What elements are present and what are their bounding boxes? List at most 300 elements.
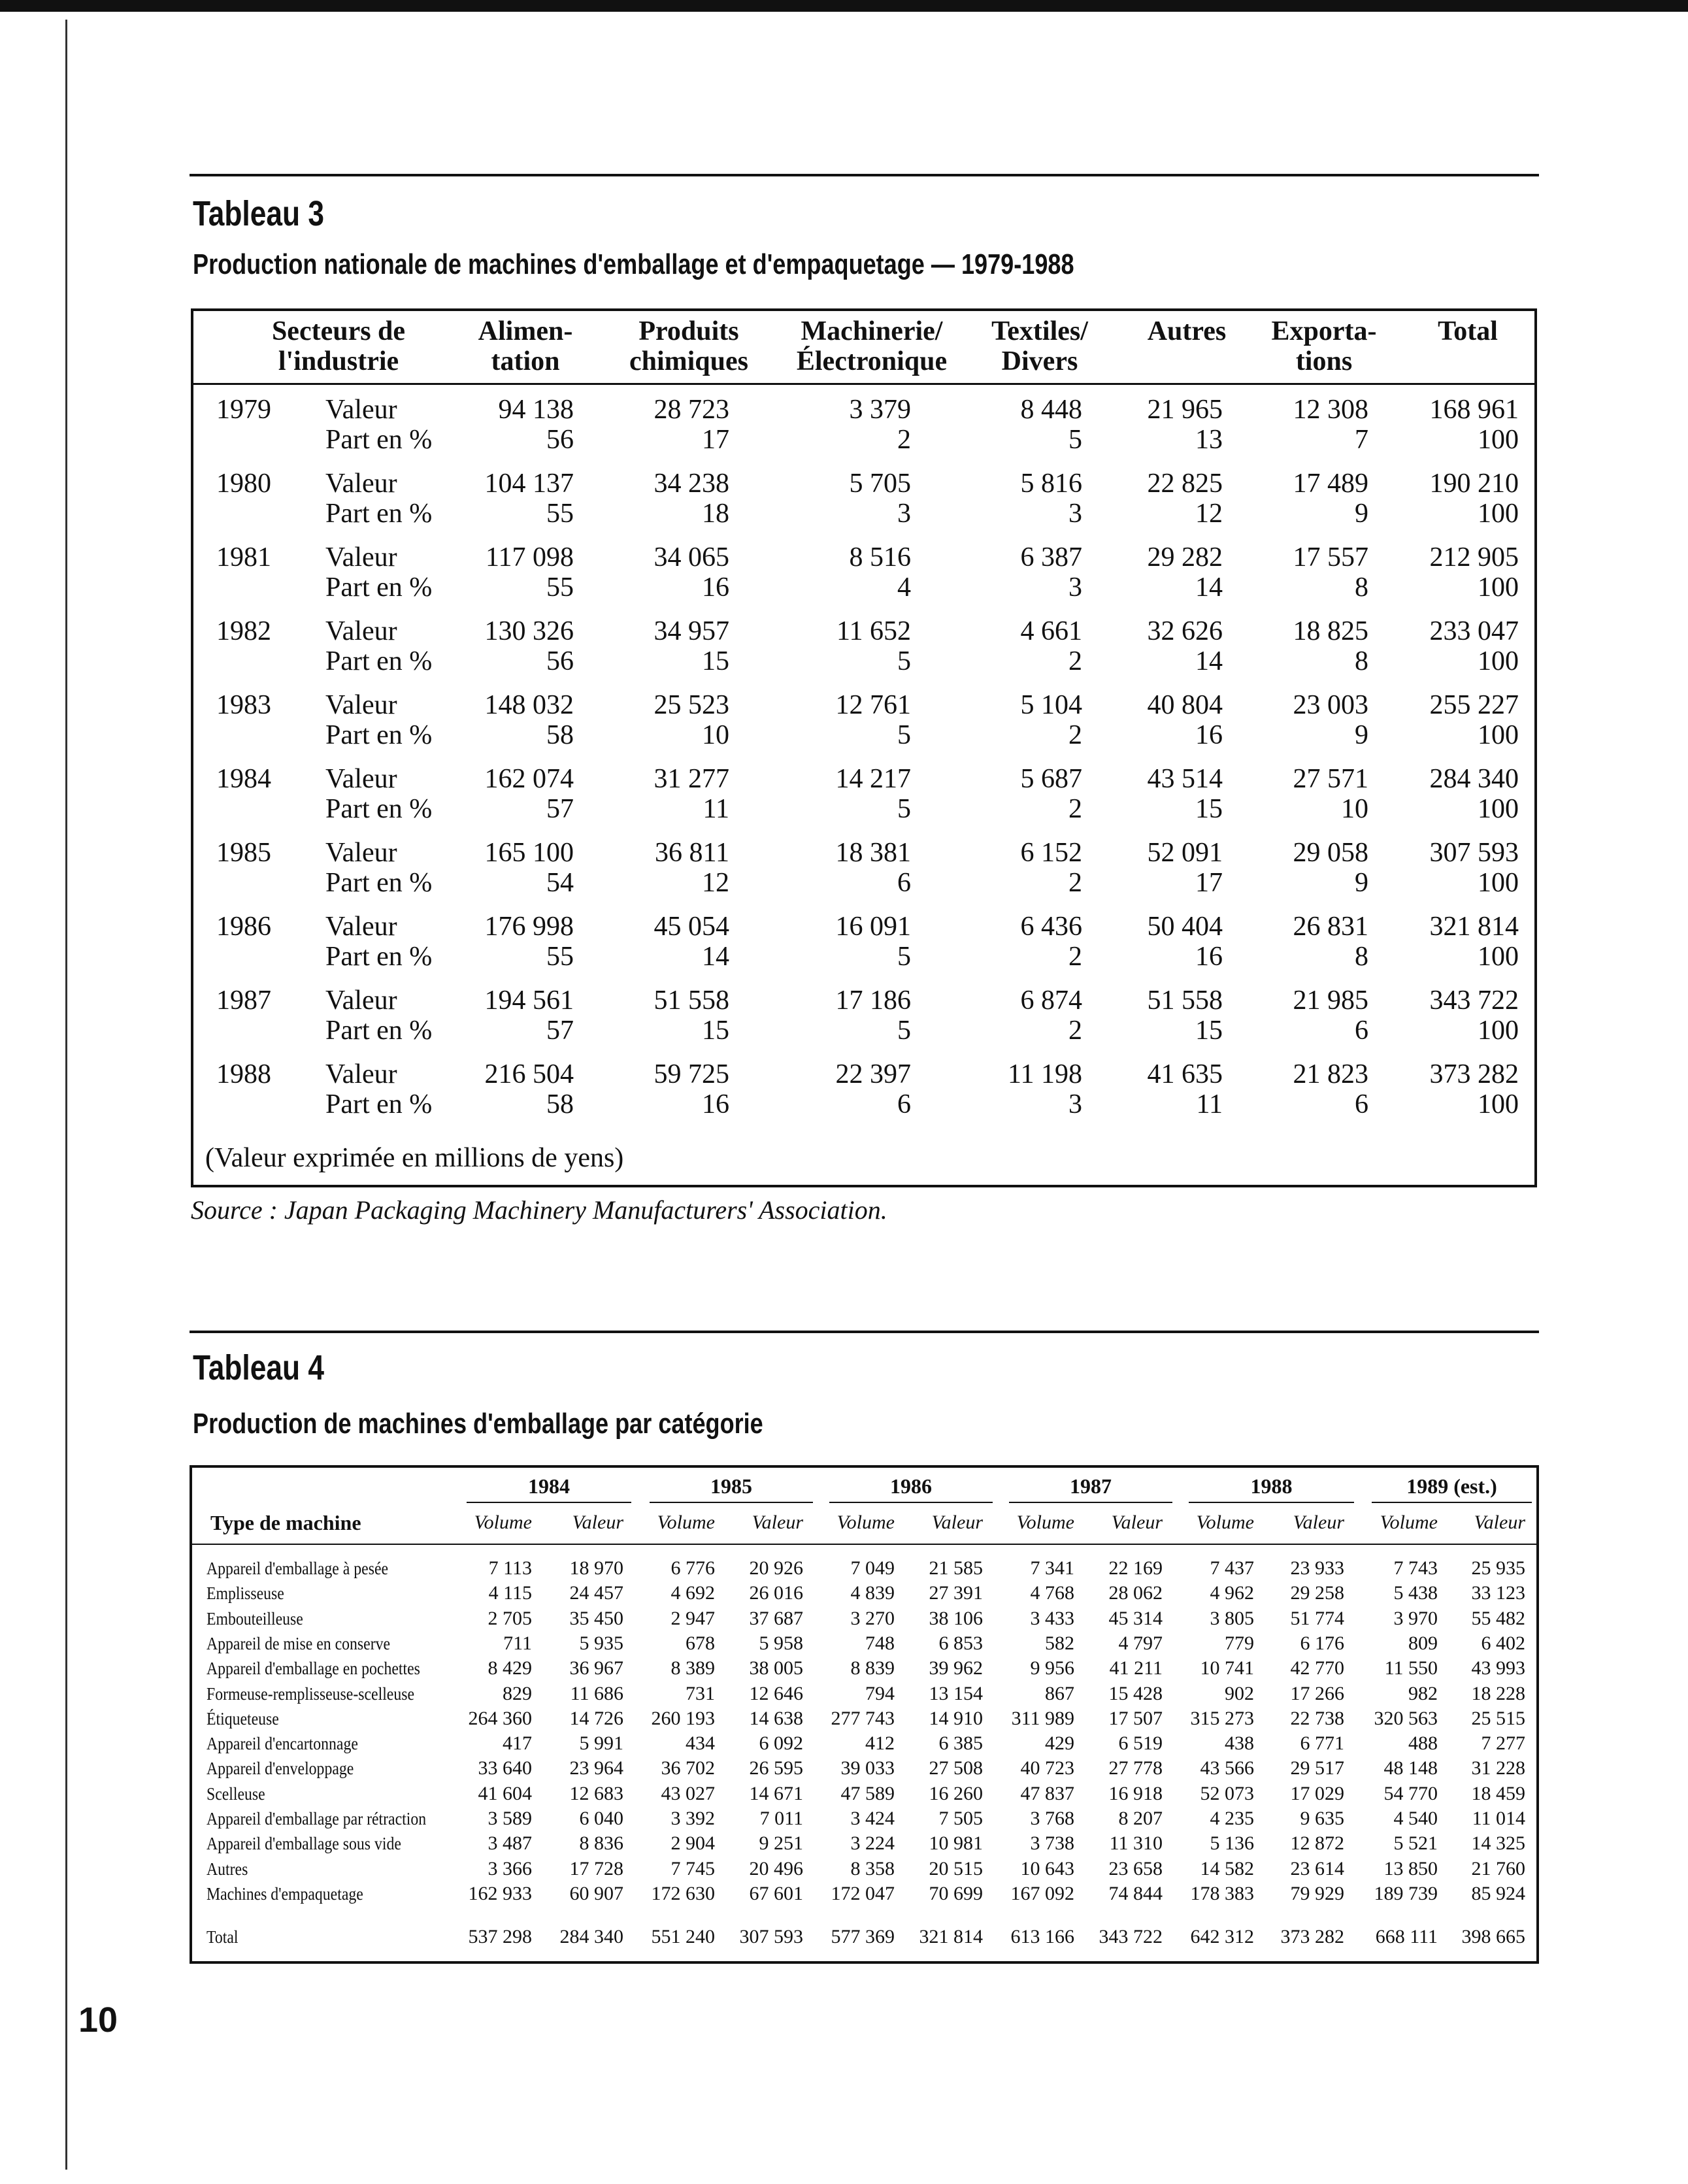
- value-cell: 3 379: [849, 395, 911, 425]
- table3-unit-note: (Valeur exprimée en millions de yens): [205, 1143, 624, 1173]
- data-cell: 5 438: [1393, 1582, 1438, 1604]
- share-cell: 11: [703, 794, 729, 824]
- value-cell: 32 626: [1147, 616, 1223, 646]
- share-cell: 2: [1068, 942, 1082, 972]
- data-cell: 3 224: [850, 1832, 895, 1855]
- data-cell: 23 933: [1290, 1557, 1344, 1579]
- data-cell: 8 836: [579, 1832, 623, 1855]
- data-cell: 17 728: [569, 1857, 623, 1879]
- data-cell: 29 517: [1290, 1757, 1344, 1779]
- share-cell: 2: [1068, 646, 1082, 676]
- data-cell: 4 839: [850, 1582, 895, 1604]
- share-cell: 3: [1068, 572, 1082, 603]
- value-cell: 284 340: [1429, 764, 1519, 794]
- machine-type-label: Embouteilleuse: [207, 1608, 303, 1629]
- value-cell: 59 725: [654, 1059, 729, 1089]
- data-cell: 731: [686, 1682, 715, 1704]
- data-cell: 60 907: [569, 1882, 623, 1904]
- share-cell: 100: [1478, 425, 1519, 455]
- value-cell: 212 905: [1429, 542, 1519, 572]
- scan-top-border: [0, 0, 1688, 12]
- machine-type-label: Scelleuse: [207, 1783, 265, 1804]
- year-label: 1984: [216, 764, 271, 794]
- data-cell: 22 738: [1290, 1707, 1344, 1729]
- subheader-valeur: Valeur: [931, 1512, 983, 1533]
- data-cell: 27 391: [929, 1582, 983, 1604]
- data-cell: 20 926: [749, 1557, 803, 1579]
- total-cell: 551 240: [651, 1926, 715, 1947]
- row-label-value: Valeur: [325, 690, 397, 720]
- value-cell: 148 032: [484, 690, 574, 720]
- year-label: 1980: [216, 469, 271, 499]
- data-cell: 9 635: [1300, 1808, 1344, 1829]
- share-cell: 18: [702, 499, 729, 529]
- data-cell: 36 967: [569, 1657, 623, 1679]
- value-cell: 194 561: [484, 985, 574, 1016]
- value-cell: 233 047: [1429, 616, 1519, 646]
- share-cell: 55: [546, 572, 574, 603]
- value-cell: 6 436: [1020, 912, 1082, 942]
- section-rule-bottom: [190, 1331, 1539, 1333]
- data-cell: 79 929: [1290, 1882, 1344, 1904]
- data-cell: 4 115: [488, 1582, 532, 1604]
- share-cell: 14: [1195, 572, 1223, 603]
- machine-type-label: Appareil d'enveloppage: [207, 1759, 354, 1779]
- data-cell: 982: [1408, 1682, 1438, 1704]
- year-header: 1989 (est.): [1406, 1474, 1497, 1498]
- value-cell: 34 065: [654, 542, 729, 572]
- data-cell: 2 947: [670, 1607, 715, 1629]
- share-cell: 4: [897, 572, 911, 603]
- data-cell: 6 402: [1481, 1632, 1525, 1654]
- data-cell: 31 228: [1471, 1757, 1525, 1779]
- share-cell: 16: [702, 1089, 729, 1119]
- table3-header-rule: [193, 383, 1534, 385]
- data-cell: 7 113: [488, 1557, 532, 1579]
- data-cell: 5 935: [579, 1632, 623, 1654]
- data-cell: 7 743: [1393, 1557, 1438, 1579]
- data-cell: 3 424: [850, 1808, 895, 1829]
- data-cell: 10 981: [929, 1832, 983, 1855]
- value-cell: 162 074: [484, 764, 574, 794]
- data-cell: 35 450: [569, 1607, 623, 1629]
- data-cell: 70 699: [929, 1882, 983, 1904]
- type-header: Type de machine: [210, 1511, 361, 1534]
- share-cell: 10: [1341, 794, 1368, 824]
- share-cell: 2: [1068, 720, 1082, 750]
- row-label-share: Part en %: [325, 794, 433, 824]
- data-cell: 277 743: [831, 1707, 895, 1729]
- data-cell: 25 515: [1471, 1707, 1525, 1729]
- share-cell: 5: [897, 1016, 911, 1046]
- value-cell: 17 557: [1293, 542, 1368, 572]
- table4-title: Tableau 4: [193, 1348, 324, 1387]
- value-cell: 21 985: [1293, 985, 1368, 1016]
- data-cell: 7 011: [759, 1808, 803, 1829]
- table3-title: Tableau 3: [193, 194, 324, 233]
- year-header-rule: [1372, 1502, 1532, 1503]
- data-cell: 74 844: [1108, 1882, 1163, 1904]
- column-header-line: Exporta-: [1271, 316, 1377, 346]
- data-cell: 33 123: [1471, 1582, 1525, 1604]
- year-label: 1979: [216, 395, 271, 425]
- data-cell: 39 962: [929, 1657, 983, 1679]
- column-header-line: Produits: [638, 316, 739, 346]
- share-cell: 3: [1068, 1089, 1082, 1119]
- data-cell: 3 768: [1030, 1808, 1074, 1829]
- column-header-line: Électronique: [796, 346, 948, 376]
- total-cell: 577 369: [831, 1926, 895, 1947]
- data-cell: 3 970: [1393, 1607, 1438, 1629]
- row-label-value: Valeur: [325, 912, 397, 942]
- data-cell: 20 496: [749, 1857, 803, 1879]
- row-label-share: Part en %: [325, 1016, 433, 1046]
- data-cell: 8 429: [488, 1657, 532, 1679]
- year-header-rule: [1189, 1502, 1354, 1503]
- total-cell: 284 340: [559, 1926, 623, 1947]
- share-cell: 9: [1355, 720, 1368, 750]
- data-cell: 11 310: [1109, 1832, 1163, 1855]
- value-cell: 34 238: [654, 469, 729, 499]
- share-cell: 12: [1195, 499, 1223, 529]
- year-label: 1983: [216, 690, 271, 720]
- share-cell: 2: [1068, 794, 1082, 824]
- data-cell: 7 745: [670, 1857, 715, 1879]
- share-cell: 3: [1068, 499, 1082, 529]
- table3: [191, 308, 1537, 1187]
- subheader-volume: Volume: [657, 1512, 715, 1533]
- table3-column-header: [584, 316, 793, 376]
- column-header-line: l'industrie: [278, 346, 399, 376]
- value-cell: 26 831: [1293, 912, 1368, 942]
- data-cell: 4 540: [1393, 1808, 1438, 1829]
- value-cell: 23 003: [1293, 690, 1368, 720]
- value-cell: 52 091: [1147, 838, 1223, 868]
- column-header-line: Secteurs de: [271, 316, 406, 346]
- data-cell: 4 235: [1210, 1808, 1254, 1829]
- data-cell: 264 360: [468, 1707, 532, 1729]
- share-cell: 5: [897, 942, 911, 972]
- data-cell: 20 515: [929, 1857, 983, 1879]
- data-cell: 42 770: [1290, 1657, 1344, 1679]
- data-cell: 14 671: [749, 1782, 803, 1804]
- total-label: Total: [207, 1927, 239, 1947]
- value-cell: 31 277: [654, 764, 729, 794]
- column-header-line: tions: [1295, 346, 1353, 376]
- share-cell: 14: [702, 942, 729, 972]
- value-cell: 27 571: [1293, 764, 1368, 794]
- data-cell: 8 207: [1118, 1808, 1163, 1829]
- row-label-value: Valeur: [325, 395, 397, 425]
- value-cell: 94 138: [498, 395, 574, 425]
- data-cell: 6 853: [938, 1632, 983, 1654]
- data-cell: 4 962: [1210, 1582, 1254, 1604]
- data-cell: 18 459: [1471, 1782, 1525, 1804]
- machine-type-label: Emplisseuse: [207, 1583, 284, 1604]
- value-cell: 8 448: [1020, 395, 1082, 425]
- share-cell: 5: [897, 720, 911, 750]
- value-cell: 18 381: [835, 838, 911, 868]
- column-header-line: [1363, 346, 1572, 376]
- machine-type-label: Appareil d'emballage en pochettes: [207, 1659, 420, 1679]
- subheader-volume: Volume: [474, 1512, 532, 1533]
- data-cell: 18 228: [1471, 1682, 1525, 1704]
- data-cell: 417: [503, 1732, 532, 1755]
- data-cell: 11 686: [570, 1682, 623, 1704]
- data-cell: 26 016: [749, 1582, 803, 1604]
- share-cell: 7: [1355, 425, 1368, 455]
- data-cell: 12 646: [749, 1682, 803, 1704]
- share-cell: 12: [702, 868, 729, 898]
- subheader-volume: Volume: [1196, 1512, 1254, 1533]
- data-cell: 6 176: [1300, 1632, 1344, 1654]
- machine-type-label: Étiqueteuse: [207, 1708, 279, 1729]
- data-cell: 41 604: [478, 1782, 532, 1804]
- data-cell: 3 589: [488, 1808, 532, 1829]
- data-cell: 320 563: [1374, 1707, 1438, 1729]
- data-cell: 48 148: [1383, 1757, 1438, 1779]
- share-cell: 100: [1478, 572, 1519, 603]
- row-label-value: Valeur: [325, 542, 397, 572]
- data-cell: 17 507: [1108, 1707, 1163, 1729]
- row-label-share: Part en %: [325, 499, 433, 529]
- data-cell: 85 924: [1471, 1882, 1525, 1904]
- value-cell: 5 687: [1020, 764, 1082, 794]
- row-label-value: Valeur: [325, 764, 397, 794]
- table3-subtitle: Production nationale de machines d'emballage et d'empaquetage — 1979-1988: [193, 248, 1074, 280]
- data-cell: 38 106: [929, 1607, 983, 1629]
- data-cell: 14 726: [569, 1707, 623, 1729]
- table4-header-rule: [192, 1544, 1536, 1545]
- value-cell: 8 516: [849, 542, 911, 572]
- share-cell: 6: [897, 1089, 911, 1119]
- machine-type-label: Appareil d'emballage par rétraction: [207, 1809, 427, 1828]
- page-margin-line: [65, 20, 67, 2170]
- year-header-rule: [829, 1502, 993, 1503]
- row-label-value: Valeur: [325, 1059, 397, 1089]
- share-cell: 57: [546, 794, 574, 824]
- data-cell: 678: [686, 1632, 715, 1654]
- data-cell: 167 092: [1010, 1882, 1074, 1904]
- data-cell: 24 457: [569, 1582, 623, 1604]
- data-cell: 13 850: [1383, 1857, 1438, 1879]
- share-cell: 13: [1195, 425, 1223, 455]
- value-cell: 40 804: [1147, 690, 1223, 720]
- data-cell: 27 508: [929, 1757, 983, 1779]
- data-cell: 43 027: [661, 1782, 715, 1804]
- data-cell: 488: [1408, 1732, 1438, 1755]
- value-cell: 51 558: [654, 985, 729, 1016]
- data-cell: 4 692: [670, 1582, 715, 1604]
- row-label-value: Valeur: [325, 985, 397, 1016]
- value-cell: 45 054: [654, 912, 729, 942]
- share-cell: 8: [1355, 646, 1368, 676]
- row-label-share: Part en %: [325, 1089, 433, 1119]
- subheader-valeur: Valeur: [1111, 1512, 1163, 1533]
- data-cell: 172 630: [651, 1882, 715, 1904]
- value-cell: 321 814: [1429, 912, 1519, 942]
- year-header: 1986: [890, 1474, 932, 1498]
- value-cell: 11 652: [836, 616, 911, 646]
- table3-source: Source : Japan Packaging Machinery Manufacturers' Association.: [191, 1195, 887, 1225]
- value-cell: 36 811: [655, 838, 729, 868]
- total-cell: 343 722: [1099, 1926, 1163, 1947]
- data-cell: 779: [1225, 1632, 1254, 1654]
- data-cell: 4 768: [1030, 1582, 1074, 1604]
- data-cell: 43 993: [1471, 1657, 1525, 1679]
- total-cell: 321 814: [919, 1926, 983, 1947]
- share-cell: 3: [897, 499, 911, 529]
- data-cell: 18 970: [569, 1557, 623, 1579]
- year-header-rule: [650, 1502, 813, 1503]
- data-cell: 2 705: [488, 1607, 532, 1629]
- share-cell: 2: [1068, 1016, 1082, 1046]
- share-cell: 16: [702, 572, 729, 603]
- year-label: 1985: [216, 838, 271, 868]
- share-cell: 5: [1068, 425, 1082, 455]
- data-cell: 16 918: [1108, 1782, 1163, 1804]
- share-cell: 17: [702, 425, 729, 455]
- share-cell: 100: [1478, 942, 1519, 972]
- row-label-share: Part en %: [325, 720, 433, 750]
- data-cell: 12 872: [1290, 1832, 1344, 1855]
- row-label-share: Part en %: [325, 425, 433, 455]
- column-header-line: tation: [491, 346, 560, 376]
- value-cell: 104 137: [484, 469, 574, 499]
- data-cell: 7 049: [850, 1557, 895, 1579]
- data-cell: 260 193: [651, 1707, 715, 1729]
- data-cell: 13 154: [929, 1682, 983, 1704]
- data-cell: 9 956: [1030, 1657, 1074, 1679]
- data-cell: 315 273: [1190, 1707, 1254, 1729]
- data-cell: 5 958: [759, 1632, 803, 1654]
- total-cell: 613 166: [1010, 1926, 1074, 1947]
- data-cell: 867: [1045, 1682, 1074, 1704]
- value-cell: 307 593: [1429, 838, 1519, 868]
- data-cell: 3 487: [488, 1832, 532, 1855]
- data-cell: 2 904: [670, 1832, 715, 1855]
- data-cell: 33 640: [478, 1757, 532, 1779]
- value-cell: 43 514: [1147, 764, 1223, 794]
- column-header-line: Total: [1438, 316, 1498, 346]
- table4-subtitle: Production de machines d'emballage par catégorie: [193, 1408, 763, 1440]
- data-cell: 3 366: [488, 1857, 532, 1879]
- data-cell: 21 585: [929, 1557, 983, 1579]
- data-cell: 3 270: [850, 1607, 895, 1629]
- data-cell: 17 266: [1290, 1682, 1344, 1704]
- data-cell: 189 739: [1374, 1882, 1438, 1904]
- machine-type-label: Appareil d'encartonnage: [207, 1734, 358, 1754]
- share-cell: 6: [1355, 1016, 1368, 1046]
- row-label-value: Valeur: [325, 838, 397, 868]
- column-header-line: Alimen-: [478, 316, 573, 346]
- column-header-line: Machinerie/: [801, 316, 943, 346]
- data-cell: 178 383: [1190, 1882, 1254, 1904]
- data-cell: 7 277: [1481, 1732, 1525, 1755]
- share-cell: 56: [546, 425, 574, 455]
- data-cell: 25 935: [1471, 1557, 1525, 1579]
- data-cell: 26 595: [749, 1757, 803, 1779]
- row-label-share: Part en %: [325, 646, 433, 676]
- data-cell: 6 385: [938, 1732, 983, 1755]
- value-cell: 5 705: [849, 469, 911, 499]
- row-label-value: Valeur: [325, 469, 397, 499]
- share-cell: 2: [1068, 868, 1082, 898]
- value-cell: 343 722: [1429, 985, 1519, 1016]
- data-cell: 829: [503, 1682, 532, 1704]
- share-cell: 100: [1478, 646, 1519, 676]
- value-cell: 117 098: [486, 542, 574, 572]
- data-cell: 711: [503, 1632, 532, 1654]
- value-cell: 18 825: [1293, 616, 1368, 646]
- column-header-line: Textiles/: [991, 316, 1088, 346]
- value-cell: 17 489: [1293, 469, 1368, 499]
- subheader-valeur: Valeur: [1474, 1512, 1525, 1533]
- year-header: 1987: [1070, 1474, 1112, 1498]
- value-cell: 4 661: [1020, 616, 1082, 646]
- share-cell: 2: [897, 425, 911, 455]
- share-cell: 9: [1355, 499, 1368, 529]
- value-cell: 41 635: [1147, 1059, 1223, 1089]
- value-cell: 176 998: [484, 912, 574, 942]
- machine-type-label: Appareil d'emballage sous vide: [207, 1834, 401, 1854]
- value-cell: 165 100: [484, 838, 574, 868]
- data-cell: 55 482: [1471, 1607, 1525, 1629]
- year-header: 1984: [528, 1474, 570, 1498]
- data-cell: 11 550: [1384, 1657, 1438, 1679]
- share-cell: 100: [1478, 499, 1519, 529]
- year-label: 1988: [216, 1059, 271, 1089]
- data-cell: 8 839: [850, 1657, 895, 1679]
- data-cell: 7 437: [1210, 1557, 1254, 1579]
- data-cell: 12 683: [569, 1782, 623, 1804]
- data-cell: 6 092: [759, 1732, 803, 1755]
- share-cell: 100: [1478, 1089, 1519, 1119]
- data-cell: 412: [865, 1732, 895, 1755]
- value-cell: 22 825: [1147, 469, 1223, 499]
- share-cell: 58: [546, 1089, 574, 1119]
- data-cell: 809: [1408, 1632, 1438, 1654]
- data-cell: 67 601: [749, 1882, 803, 1904]
- data-cell: 438: [1225, 1732, 1254, 1755]
- value-cell: 22 397: [835, 1059, 911, 1089]
- table3-column-header: [1363, 316, 1572, 376]
- data-cell: 23 614: [1290, 1857, 1344, 1879]
- share-cell: 100: [1478, 1016, 1519, 1046]
- share-cell: 8: [1355, 942, 1368, 972]
- data-cell: 28 062: [1108, 1582, 1163, 1604]
- value-cell: 6 874: [1020, 985, 1082, 1016]
- value-cell: 17 186: [835, 985, 911, 1016]
- data-cell: 14 325: [1471, 1832, 1525, 1855]
- share-cell: 16: [1195, 720, 1223, 750]
- data-cell: 21 760: [1471, 1857, 1525, 1879]
- subheader-valeur: Valeur: [752, 1512, 803, 1533]
- value-cell: 51 558: [1147, 985, 1223, 1016]
- data-cell: 902: [1225, 1682, 1254, 1704]
- data-cell: 10 643: [1020, 1857, 1074, 1879]
- value-cell: 50 404: [1147, 912, 1223, 942]
- subheader-volume: Volume: [1016, 1512, 1074, 1533]
- data-cell: 23 964: [569, 1757, 623, 1779]
- share-cell: 100: [1478, 794, 1519, 824]
- share-cell: 11: [1196, 1089, 1223, 1119]
- row-label-share: Part en %: [325, 942, 433, 972]
- subheader-volume: Volume: [836, 1512, 895, 1533]
- data-cell: 6 776: [670, 1557, 715, 1579]
- subheader-valeur: Valeur: [1293, 1512, 1344, 1533]
- subheader-volume: Volume: [1380, 1512, 1438, 1533]
